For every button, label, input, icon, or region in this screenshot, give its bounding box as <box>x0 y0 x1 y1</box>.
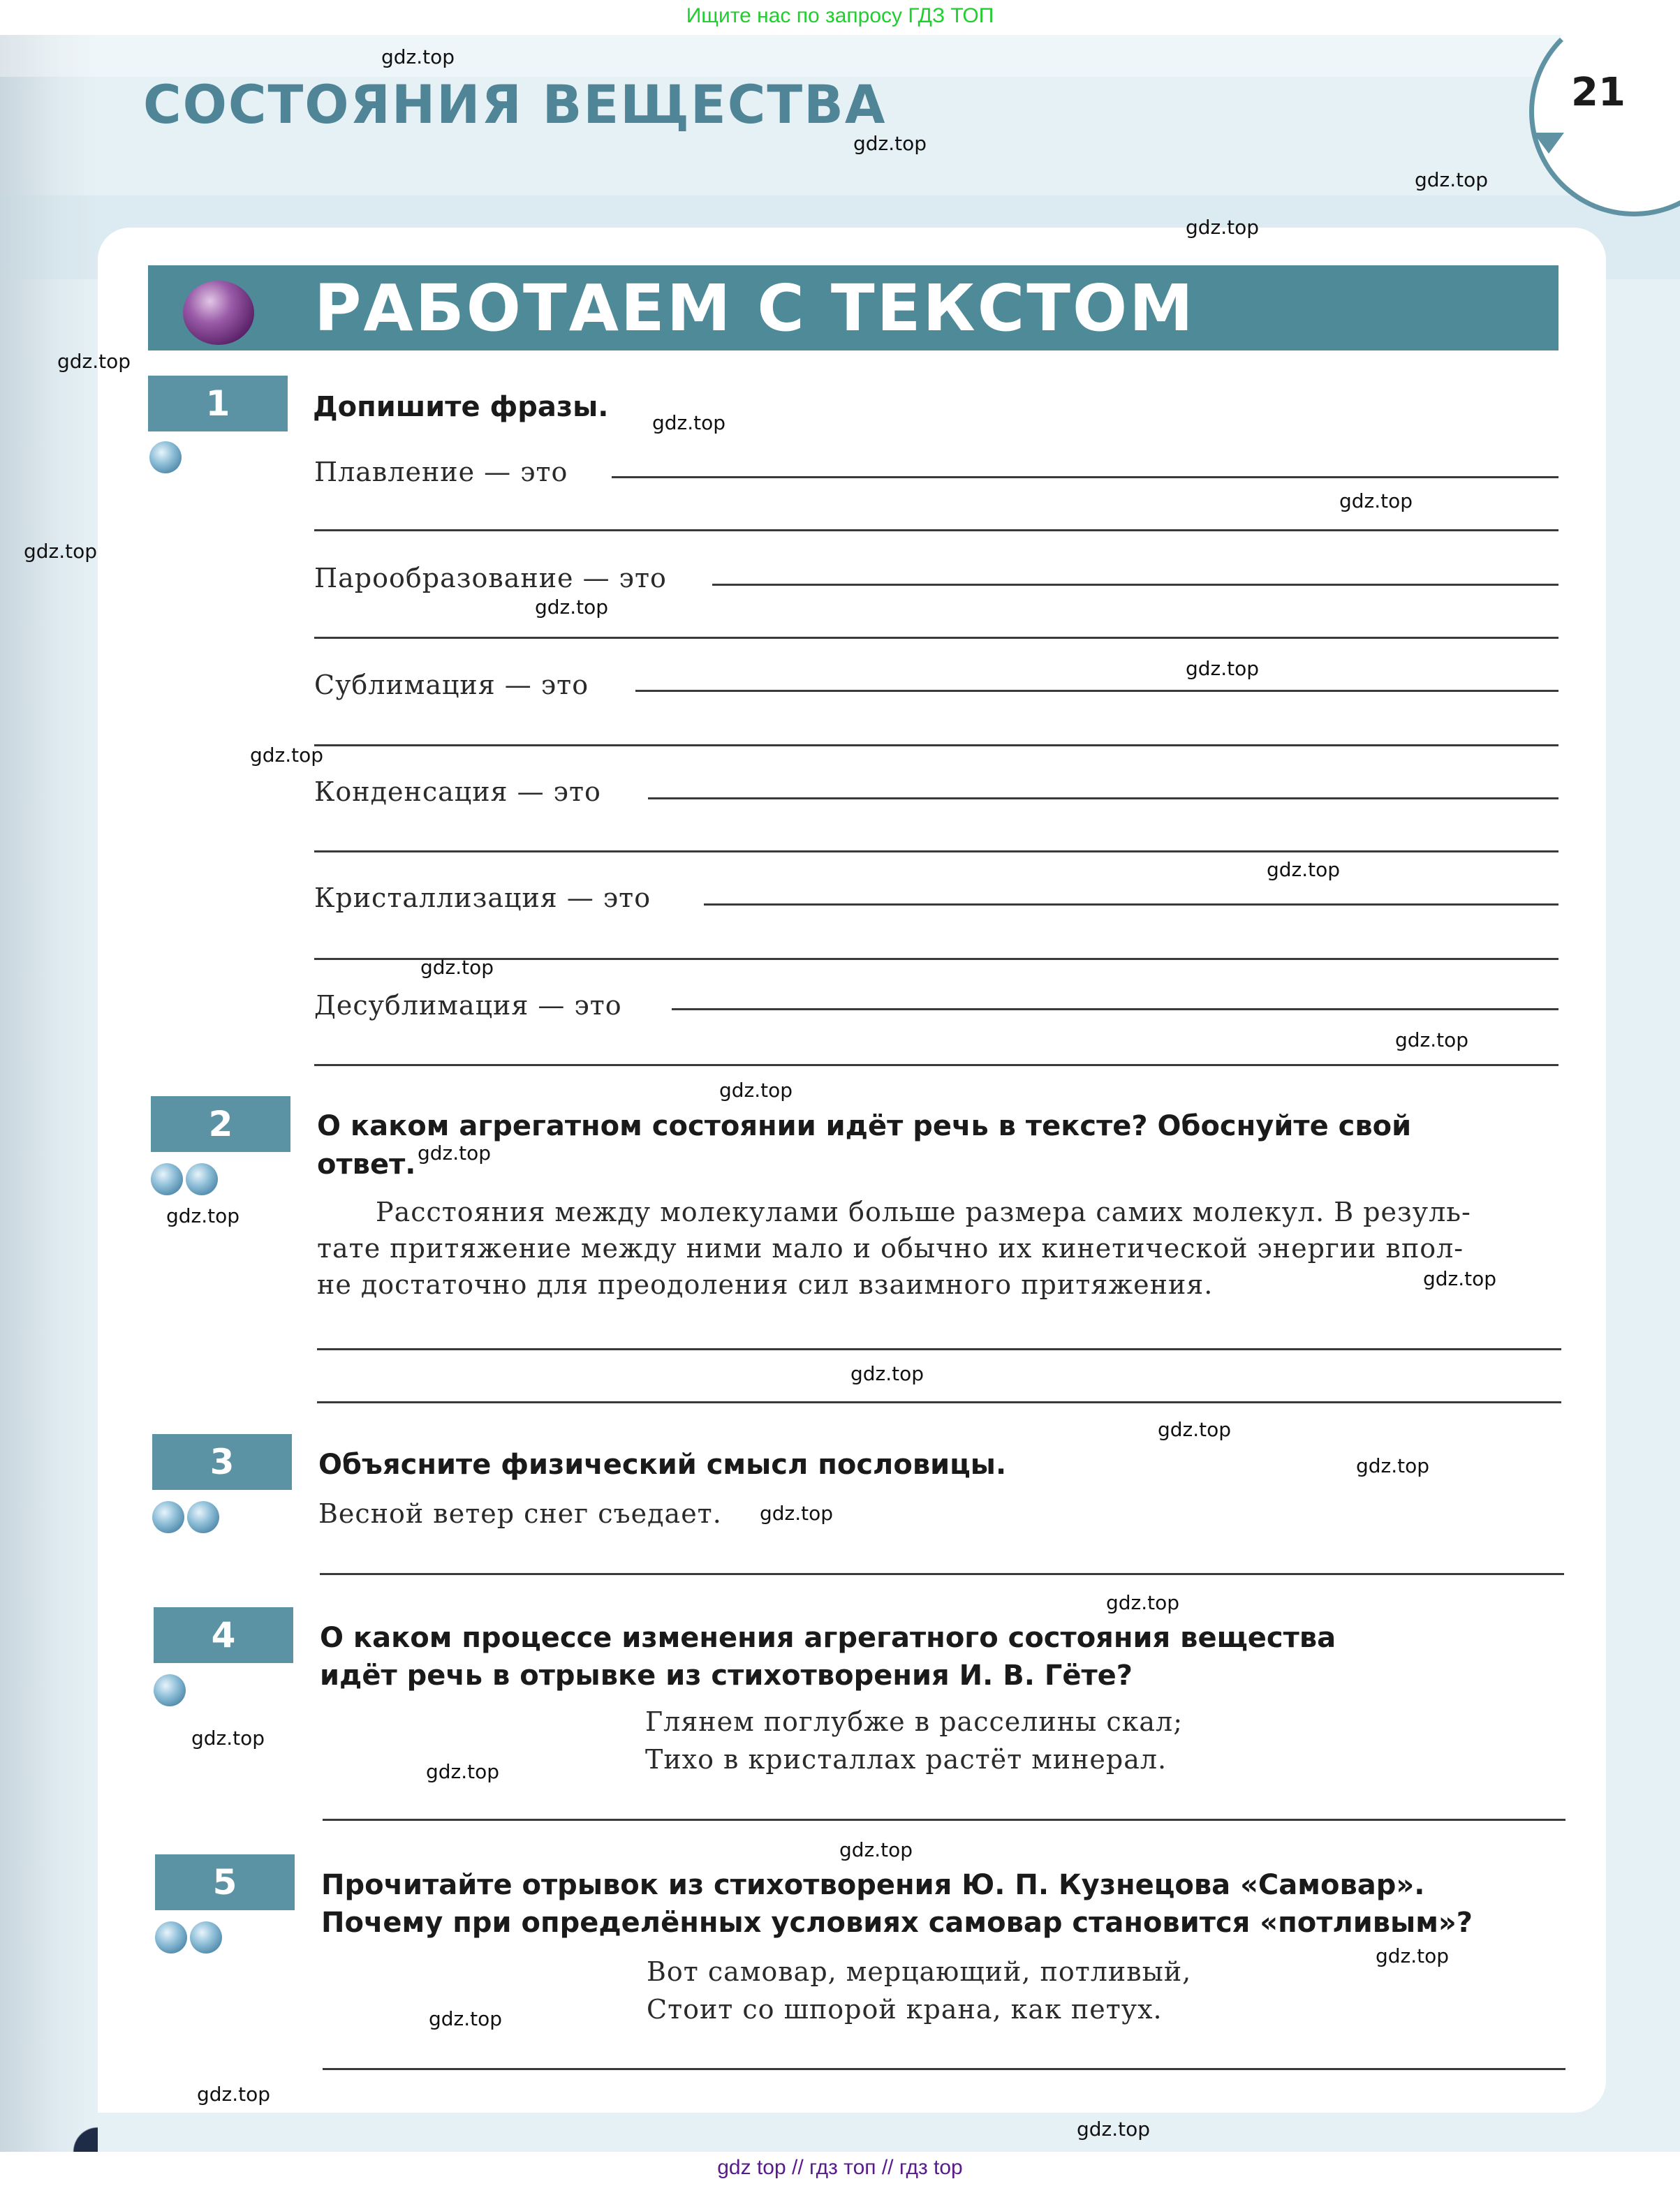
difficulty-sphere-icon <box>149 441 182 473</box>
watermark: gdz.top <box>57 350 131 373</box>
phrase-label: Парообразование — это <box>314 563 667 593</box>
watermark: gdz.top <box>1395 1028 1469 1051</box>
page-number: 21 <box>1571 70 1626 115</box>
task-number-badge: 1 <box>148 376 288 431</box>
watermark: gdz.top <box>197 2083 271 2106</box>
proverb-text: Весной ветер снег съедает. <box>318 1498 722 1529</box>
answer-line[interactable] <box>704 903 1559 906</box>
difficulty-sphere-icon <box>151 1163 183 1195</box>
phrase-label: Кристаллизация — это <box>314 882 651 913</box>
phrase-label: Десублимация — это <box>314 990 622 1021</box>
watermark: gdz.top <box>1339 489 1413 512</box>
answer-line[interactable] <box>648 797 1559 799</box>
section-title: РАБОТАЕМ С ТЕКСТОМ <box>314 271 1195 346</box>
answer-line[interactable] <box>314 958 1559 960</box>
task-4-title-line2: идёт речь в отрывке из стихотворения И. В. Гёте? <box>320 1660 1133 1692</box>
page-number-badge <box>1529 35 1680 216</box>
watermark: gdz.top <box>535 596 609 619</box>
task-2-text-line3: не достаточно для преодоления сил взаимного притяжения. <box>317 1269 1214 1300</box>
watermark: gdz.top <box>850 1362 924 1385</box>
page-corner-shadow <box>56 2110 98 2152</box>
watermark: gdz.top <box>760 1502 834 1525</box>
answer-line[interactable] <box>314 1064 1559 1066</box>
watermark: gdz.top <box>420 956 494 979</box>
answer-line[interactable] <box>672 1008 1559 1010</box>
arrow-down-icon <box>1533 133 1564 154</box>
watermark: gdz.top <box>250 744 324 767</box>
task-number-badge: 5 <box>155 1854 295 1910</box>
difficulty-sphere-icon <box>190 1921 222 1954</box>
promo-banner-bottom: gdz top // гдз топ // гдз top <box>717 2156 963 2179</box>
task-number-badge: 3 <box>152 1434 292 1490</box>
watermark: gdz.top <box>24 540 98 563</box>
difficulty-sphere-icon <box>186 1163 218 1195</box>
task-2-text-line2: тате притяжение между ними мало и обычно их кинетической энергии впол- <box>317 1233 1464 1264</box>
phrase-label: Конденсация — это <box>314 776 601 807</box>
answer-line[interactable] <box>314 850 1559 852</box>
task-2-title-line1: О каком агрегатном состоянии идёт речь в тексте? Обоснуйте свой <box>317 1110 1412 1142</box>
watermark: gdz.top <box>429 2007 503 2030</box>
task-2-title-line2: ответ. <box>317 1149 416 1181</box>
watermark: gdz.top <box>1186 216 1260 239</box>
background-band <box>0 35 1680 77</box>
answer-line[interactable] <box>323 1819 1565 1821</box>
difficulty-sphere-icon <box>155 1921 187 1954</box>
promo-banner-top: Ищите нас по запросу ГДЗ ТОП <box>686 4 994 27</box>
answer-line[interactable] <box>314 744 1559 746</box>
task-4-title-line1: О каком процессе изменения агрегатного состояния вещества <box>320 1622 1336 1654</box>
task-2-text-line1: Расстояния между молекулами больше размера самих молекул. В резуль- <box>376 1197 1471 1227</box>
task-5-title-line1: Прочитайте отрывок из стихотворения Ю. П. Кузнецова «Самовар». <box>321 1869 1425 1901</box>
task-number-badge: 4 <box>154 1607 293 1663</box>
difficulty-sphere-icon <box>152 1501 184 1533</box>
difficulty-sphere-icon <box>187 1501 219 1533</box>
watermark: gdz.top <box>1356 1454 1430 1477</box>
answer-line[interactable] <box>712 584 1559 586</box>
watermark: gdz.top <box>652 411 726 434</box>
watermark: gdz.top <box>1106 1591 1180 1614</box>
watermark: gdz.top <box>1267 858 1341 881</box>
answer-line[interactable] <box>314 637 1559 639</box>
watermark: gdz.top <box>418 1142 492 1165</box>
answer-line[interactable] <box>314 529 1559 531</box>
answer-line[interactable] <box>612 476 1559 478</box>
watermark: gdz.top <box>1186 657 1260 680</box>
workbook-page <box>0 35 1680 2152</box>
task-number-badge: 2 <box>151 1096 290 1152</box>
watermark: gdz.top <box>166 1204 240 1227</box>
phrase-label: Плавление — это <box>314 457 568 487</box>
answer-line[interactable] <box>320 1573 1564 1575</box>
watermark: gdz.top <box>1158 1418 1232 1441</box>
watermark: gdz.top <box>191 1727 265 1750</box>
watermark: gdz.top <box>381 45 455 68</box>
watermark: gdz.top <box>719 1079 793 1102</box>
task-5-title-line2: Почему при определённых условиях самовар становится «потливым»? <box>321 1907 1473 1939</box>
watermark: gdz.top <box>1415 168 1489 191</box>
answer-line[interactable] <box>317 1401 1561 1403</box>
chapter-title: СОСТОЯНИЯ ВЕЩЕСТВА <box>143 73 887 135</box>
watermark: gdz.top <box>426 1760 500 1783</box>
answer-line[interactable] <box>317 1348 1561 1350</box>
watermark: gdz.top <box>1376 1944 1450 1967</box>
phrase-label: Сублимация — это <box>314 670 589 700</box>
poem-line: Глянем поглубже в расселины скал; <box>645 1706 1183 1737</box>
answer-line[interactable] <box>323 2068 1565 2070</box>
poem-line: Стоит со шпорой крана, как петух. <box>647 1994 1163 2025</box>
watermark: gdz.top <box>853 132 927 155</box>
watermark: gdz.top <box>1077 2118 1151 2141</box>
watermark: gdz.top <box>1423 1267 1497 1290</box>
poem-line: Тихо в кристаллах растёт минерал. <box>645 1744 1167 1775</box>
purple-sphere-icon <box>183 281 254 345</box>
answer-line[interactable] <box>635 690 1559 692</box>
watermark: gdz.top <box>839 1838 913 1861</box>
poem-line: Вот самовар, мерцающий, потливый, <box>647 1956 1192 1987</box>
task-3-title: Объясните физический смысл пословицы. <box>318 1449 1007 1481</box>
difficulty-sphere-icon <box>154 1674 186 1706</box>
task-1-title: Допишите фразы. <box>313 391 609 423</box>
